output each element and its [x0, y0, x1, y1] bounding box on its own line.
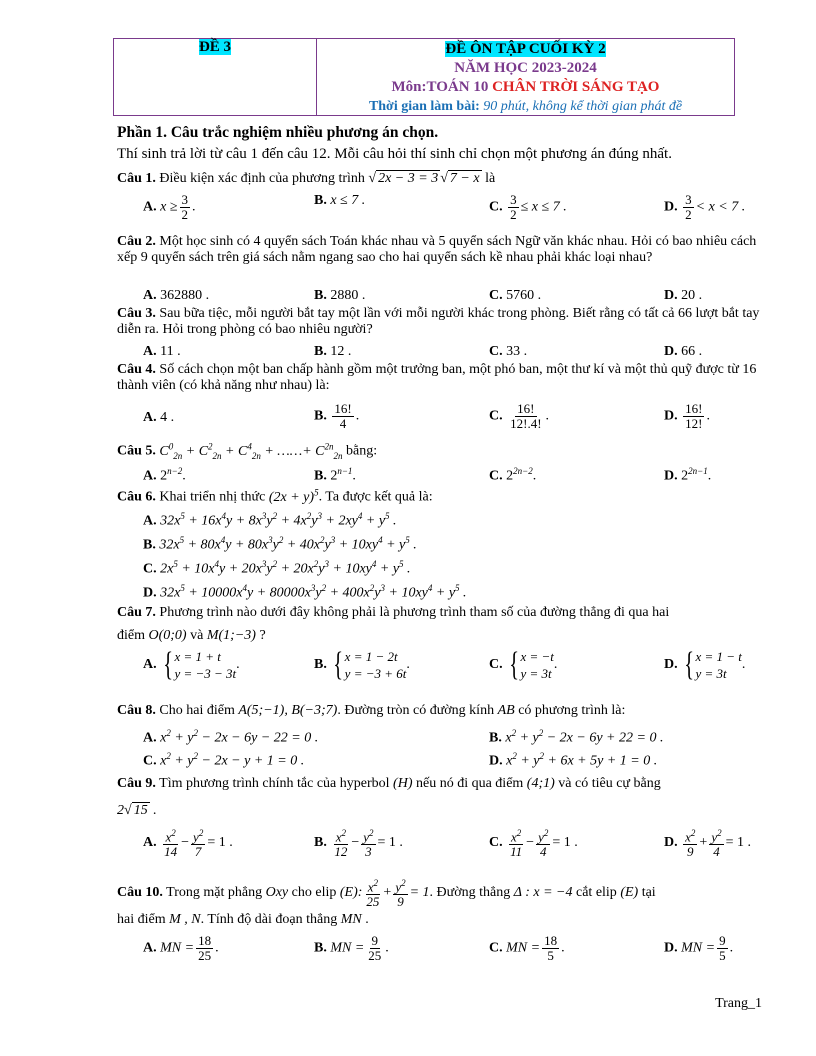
q6-option-b[interactable]: B. $32x^5 + 80x^4y + 80x^3y^2 + 40x^2y^3 + 10xy^4 + y^5$ .	[143, 535, 417, 553]
exam-code: ĐỀ 3	[198, 39, 232, 55]
q10-option-b[interactable]: B. MN = $\frac{9}{25}$ .	[314, 933, 389, 963]
question-7: Câu 7. Phương trình nào dưới đây không phải là phương trình tham số của đường thẳng đi qua hai	[117, 605, 670, 620]
q8-option-d[interactable]: D. $x^2 + y^2 + 6x + 5y + 1 = 0$ .	[489, 751, 658, 769]
question-8: Câu 8. Cho hai điểm A(5;−1), B(−3;7). Đường tròn có đường kính AB có phương trình là:	[117, 703, 626, 718]
page-number: Trang_1	[715, 996, 762, 1011]
question-2: Câu 2. Một học sinh có 4 quyển sách Toán khác nhau và 5 quyển sách Ngữ văn khác nhau. Hỏi có bao nhiêu cách xếp 9 quyển sách trên giá sách nằm ngang sao cho hai quyển sách kề nhau phải khác loại nhau?	[117, 234, 757, 265]
header-left-cell	[114, 39, 317, 115]
q2-option-d[interactable]: D. 20 .	[664, 288, 703, 303]
question-10: Câu 10. Trong mặt phẳng Oxy cho elip (E): $\frac{x^2}{25}$ + $\frac{y^2}{9}$ = 1. Đường thẳng Δ : x = −4 cắt elip (E) tại	[117, 878, 656, 910]
question-7-line2: điểm O(0;0) và M(1;−3) ?	[117, 628, 266, 643]
q10-option-d[interactable]: D. MN = $\frac{9}{5}$ .	[664, 933, 734, 963]
question-10-line2: hai điểm M , N. Tính độ dài đoạn thẳng MN .	[117, 912, 369, 927]
q3-option-a[interactable]: A. 11 .	[143, 344, 181, 359]
q1-option-a[interactable]: A. x ≥ $\frac{3}{2}$ .	[143, 192, 196, 222]
q2-option-c[interactable]: C. 5760 .	[489, 288, 542, 303]
question-5: Câu 5. $C^0_{2n} + C^2_{2n} + C^4_{2n}$ + ……+ $C^{2n}_{2n}$ bằng:	[117, 441, 378, 461]
time-limit: Thời gian làm bài: 90 phút, không kể thời gian phát đề	[368, 99, 683, 114]
q4-option-c[interactable]: C. $\frac{16!}{12!.4!}$ .	[489, 401, 550, 431]
q8-option-b[interactable]: B. $x^2 + y^2 - 2x - 6y + 22 = 0$ .	[489, 728, 664, 746]
q4-option-b[interactable]: B. $\frac{16!}{4}$ .	[314, 401, 360, 431]
part1-title: Phần 1. Câu trắc nghiệm nhiều phương án chọn.	[117, 124, 439, 141]
q1-option-c[interactable]: C. $\frac{3}{2}$ ≤ x ≤ 7 .	[489, 192, 567, 222]
q6-option-a[interactable]: A. $32x^5 + 16x^4y + 8x^3y^2 + 4x^2y^3 + 2xy^4 + y^5$ .	[143, 511, 397, 529]
question-6: Câu 6. Khai triển nhị thức $(2x + y)^5$. Ta được kết quả là:	[117, 487, 433, 505]
q1-option-d[interactable]: D. $\frac{3}{2}$ < x < 7 .	[664, 192, 746, 222]
q2-option-b[interactable]: B. 2880 .	[314, 288, 366, 303]
q9-option-c[interactable]: C. $\frac{x^2}{11}$ − $\frac{y^2}{4}$ = 1 .	[489, 828, 578, 860]
question-3: Câu 3. Sau bữa tiệc, mỗi người bắt tay một lần với mỗi người khác trong phòng. Biết rằng có tất cả 66 lượt bắt tay diễn ra. Hỏi trong phòng có bao nhiêu người?	[117, 306, 760, 337]
header-box	[113, 38, 735, 116]
q7-option-d[interactable]: D. { x = 1 − t y = 3t .	[664, 646, 746, 683]
q7-option-b[interactable]: B. { x = 1 − 2t y = −3 + 6t .	[314, 646, 410, 683]
subject: Môn:TOÁN 10 CHÂN TRỜI SÁNG TẠO	[391, 79, 660, 95]
q9-focal-length: 2√ 15 .	[117, 803, 157, 818]
header-right-cell	[317, 39, 734, 115]
q4-options	[117, 402, 767, 436]
q6-option-d[interactable]: D. $32x^5 + 10000x^4y + 80000x^3y^2 + 400x^2y^3 + 10xy^4 + y^5$ .	[143, 583, 467, 601]
q9-option-d[interactable]: D. $\frac{x^2}{9}$ + $\frac{y^2}{4}$ = 1 .	[664, 828, 751, 860]
q3-option-b[interactable]: B. 12 .	[314, 344, 352, 359]
q7-option-a[interactable]: A. { x = 1 + t y = −3 − 3t .	[143, 646, 240, 683]
q1-options	[117, 192, 767, 222]
q8-option-c[interactable]: C. $x^2 + y^2 - 2x - y + 1 = 0$ .	[143, 751, 305, 769]
q3-option-d[interactable]: D. 66 .	[664, 344, 703, 359]
question-4: Câu 4. Số cách chọn một ban chấp hành gồm một trưởng ban, một phó ban, một thư kí và một thủ quỹ được từ 16 thành viên (có khả năng như nhau) là:	[117, 362, 757, 393]
q8-option-a[interactable]: A. $x^2 + y^2 - 2x - 6y - 22 = 0$ .	[143, 728, 319, 746]
q3-option-c[interactable]: C. 33 .	[489, 344, 528, 359]
question-9: Câu 9. Tìm phương trình chính tắc của hyperbol (H) nếu nó đi qua điểm (4;1) và có tiêu cự bằng	[117, 776, 661, 791]
part1-instruction: Thí sinh trả lời từ câu 1 đến câu 12. Mỗi câu hỏi thí sinh chỉ chọn một phương án đúng nhất.	[117, 146, 672, 162]
q5-option-b[interactable]: B. $2^{n-1}$.	[314, 466, 356, 484]
q7-option-c[interactable]: C. { x = −t y = 3t .	[489, 646, 558, 683]
q2-option-a[interactable]: A. 362880 .	[143, 288, 210, 303]
q5-option-d[interactable]: D. $2^{2n-1}$.	[664, 466, 712, 484]
exam-title: ĐỀ ÔN TẬP CUỐI KỲ 2	[445, 41, 606, 57]
q10-options	[117, 934, 767, 970]
q1-option-b[interactable]: B. x ≤ 7 .	[314, 193, 366, 208]
q4-option-d[interactable]: D. $\frac{16!}{12!}$ .	[664, 401, 710, 431]
q5-option-a[interactable]: A. $2^{n-2}$.	[143, 466, 186, 484]
school-year: NĂM HỌC 2023-2024	[454, 60, 597, 76]
q10-option-c[interactable]: C. MN = $\frac{18}{5}$ .	[489, 933, 565, 963]
q9-option-a[interactable]: A. $\frac{x^2}{14}$ − $\frac{y^2}{7}$ = 1 .	[143, 828, 233, 860]
q6-option-c[interactable]: C. $2x^5 + 10x^4y + 20x^3y^2 + 20x^2y^3 + 10xy^4 + y^5$ .	[143, 559, 411, 577]
q9-option-b[interactable]: B. $\frac{x^2}{12}$ − $\frac{y^2}{3}$ = 1 .	[314, 828, 403, 860]
question-1: Câu 1. Điều kiện xác định của phương trình √ 2x − 3 = 3 √ 7 − x là	[117, 171, 496, 186]
q7-options	[117, 648, 767, 692]
q9-options	[117, 826, 767, 862]
q4-option-a[interactable]: A. 4 .	[143, 410, 175, 425]
q5-option-c[interactable]: C. $2^{2n-2}$.	[489, 466, 537, 484]
q10-option-a[interactable]: A. MN = $\frac{18}{25}$ .	[143, 933, 219, 963]
